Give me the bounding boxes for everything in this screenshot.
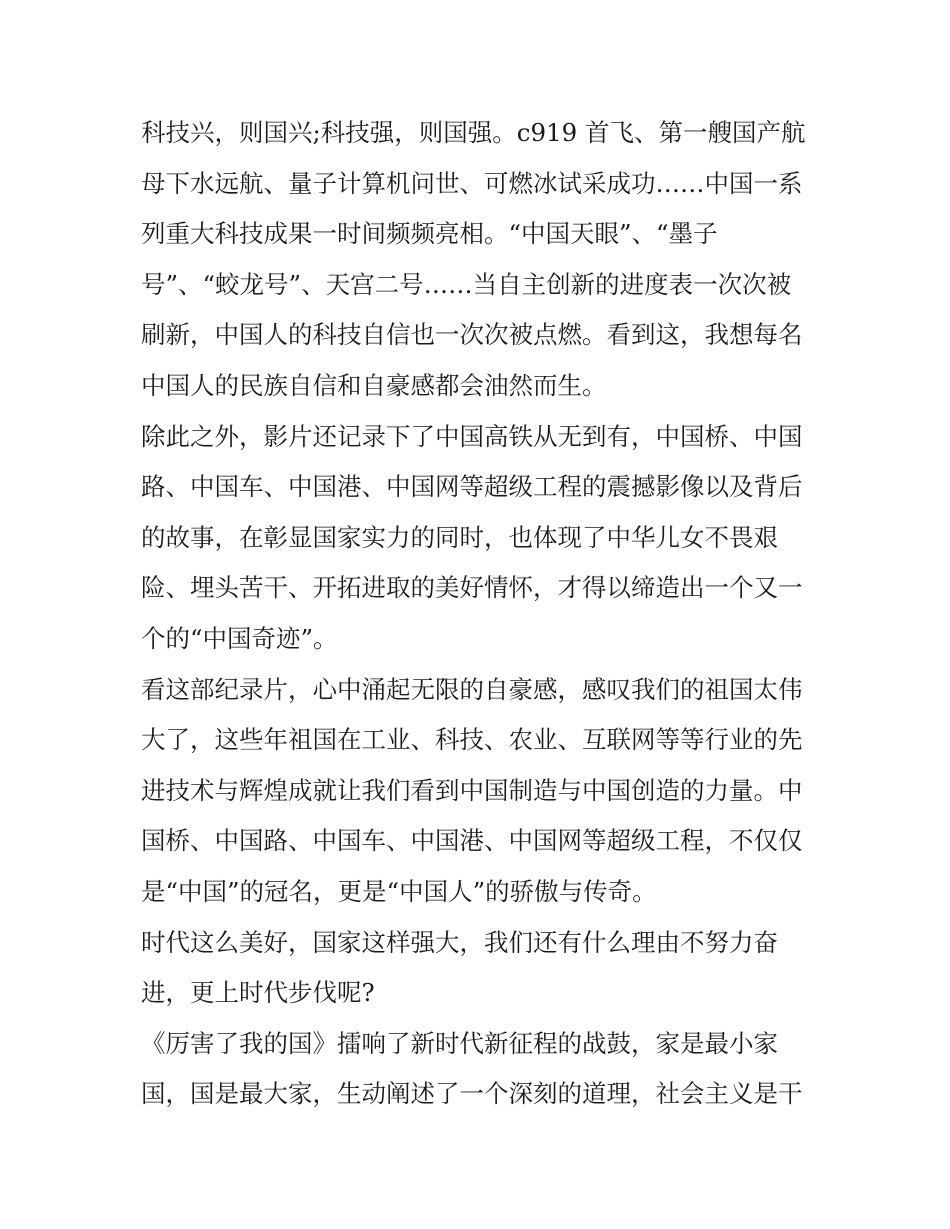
- text-line: 《厉害了我的国》擂响了新时代新征程的战鼓，家是最小家: [141, 1028, 778, 1058]
- text-line: 母下水远航、量子计算机问世、可燃冰试采成功……中国一系: [141, 168, 803, 198]
- text-line: 号”、“蛟龙号”、天宫二号……当自主创新的进度表一次次被: [141, 269, 792, 299]
- text-line: 中国人的民族自信和自豪感都会油然而生。: [141, 370, 607, 400]
- text-line: 刷新，中国人的科技自信也一次次被点燃。看到这，我想每名: [141, 320, 803, 350]
- text-line: 是“中国”的冠名，更是“中国人”的骄傲与传奇。: [141, 876, 657, 906]
- text-line: 进技术与辉煌成就让我们看到中国制造与中国创造的力量。中: [141, 775, 803, 805]
- text-line: 的故事，在彰显国家实力的同时，也体现了中华儿女不畏艰: [141, 522, 778, 552]
- text-line: 时代这么美好，国家这样强大，我们还有什么理由不努力奋: [141, 927, 778, 957]
- text-line: 险、埋头苦干、开拓进取的美好情怀，才得以缔造出一个又一: [141, 573, 803, 603]
- text-line: 列重大科技成果一时间频频亮相。“中国天眼”、“墨子: [141, 219, 718, 249]
- text-line: 国，国是最大家，生动阐述了一个深刻的道理，社会主义是干: [141, 1079, 803, 1109]
- text-line: 进，更上时代步伐呢?: [141, 978, 375, 1008]
- text-line: 国桥、中国路、中国车、中国港、中国网等超级工程，不仅仅: [141, 826, 803, 856]
- text-line: 看这部纪录片，心中涌起无限的自豪感，感叹我们的祖国太伟: [141, 674, 803, 704]
- text-line: 大了，这些年祖国在工业、科技、农业、互联网等等行业的先: [141, 725, 803, 755]
- text-line: 个的“中国奇迹”。: [141, 623, 338, 653]
- document-body: [141, 108, 813, 1120]
- text-line: 科技兴，则国兴;科技强，则国强。c919 首飞、第一艘国产航: [141, 118, 806, 147]
- text-line: 除此之外，影片还记录下了中国高铁从无到有，中国桥、中国: [141, 421, 803, 451]
- text-line: 路、中国车、中国港、中国网等超级工程的震撼影像以及背后: [141, 472, 803, 502]
